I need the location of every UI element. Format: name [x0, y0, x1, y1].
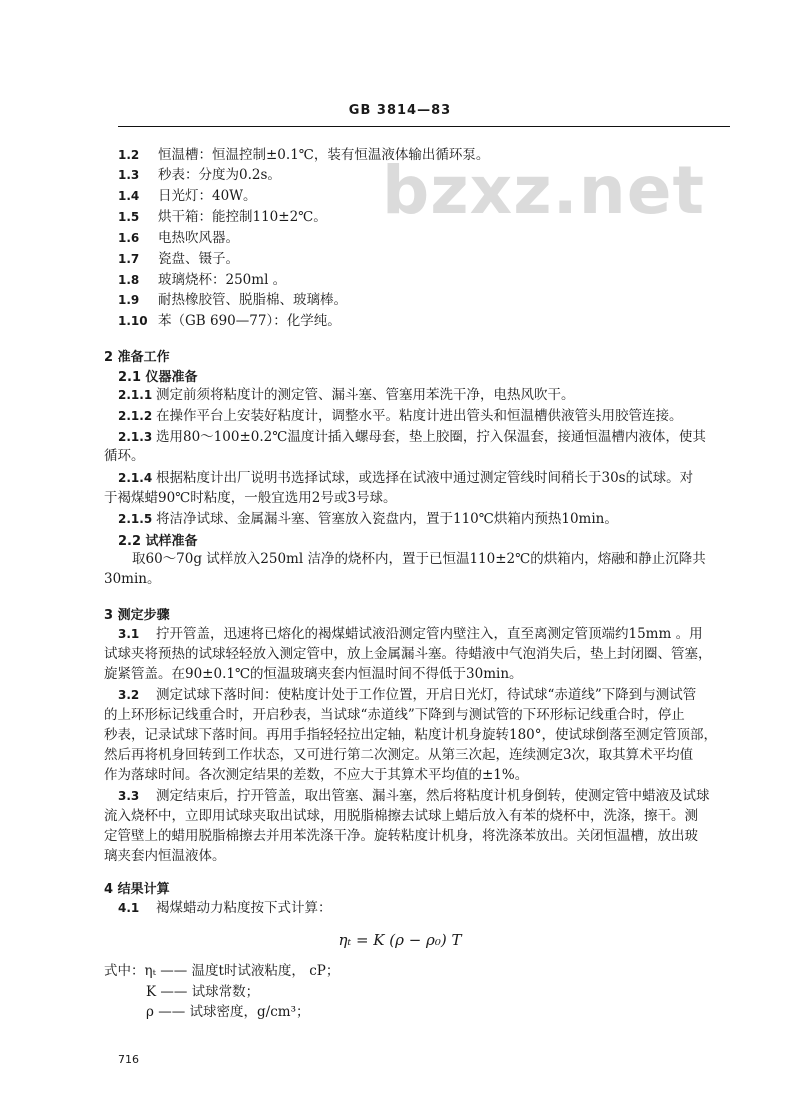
- item-1-7: [118, 250, 239, 268]
- para-2-1-4-cont: 于褐煤蜡90℃时粘度，一般宜选用2号或3号球。: [104, 490, 397, 506]
- para-text: 将洁净试球、金属漏斗塞、管塞放入瓷盘内，置于110℃烘箱内预热10min。: [156, 511, 618, 527]
- para-number: 3.2: [118, 688, 140, 702]
- section-2-2-title: 2.2 试样准备: [118, 534, 198, 549]
- section-4-title: 4 结果计算: [104, 882, 170, 897]
- header-rule: [118, 126, 730, 127]
- section-2-1-title: 2.1 仪器准备: [118, 370, 198, 385]
- para-text: 选用80～100±0.2℃温度计插入螺母套，垫上胶圈，拧入保温套，接通恒温槽内液体，使其: [156, 429, 706, 445]
- para-3-1-line2: 试球夹将预热的试球轻轻放入测定管中，放上金属漏斗塞。待蜡液中气泡消失后，垫上封闭圈、管塞，: [104, 646, 712, 662]
- watermark: bzxz.net: [382, 152, 706, 229]
- item-number: 1.7: [118, 252, 140, 266]
- item-1-10: [118, 312, 341, 330]
- section-2-title: 2 准备工作: [104, 350, 170, 365]
- formula-where-2: K —— 试球常数；: [146, 984, 260, 1000]
- item-number: 1.10: [118, 314, 148, 328]
- para-text: 褐煤蜡动力粘度按下式计算：: [156, 900, 332, 916]
- item-text: 秒表：分度为0.2s。: [158, 167, 281, 183]
- para-number: 2.1.4: [118, 471, 153, 485]
- para-3-2-line4: 然后再将机身回转到工作状态，又可进行第二次测定。从第三次起，连续测定3次，取其算术平均值: [104, 747, 694, 763]
- item-number: 1.8: [118, 273, 140, 287]
- para-2-1-4: [118, 469, 693, 487]
- para-3-2-line3: 秒表，记录试球下落时间。再用手指轻轻拉出定轴，粘度计机身旋转180°，使试球倒落至测定管顶部，: [104, 727, 718, 743]
- para-3-3: [118, 787, 710, 805]
- para-text: 测定结束后，拧开管盖，取出管塞、漏斗塞，然后将粘度计机身倒转，使测定管中蜡液及试球: [156, 788, 710, 804]
- para-number: 4.1: [118, 901, 140, 915]
- para-number: 3.1: [118, 627, 140, 641]
- para-text: 在操作平台上安装好粘度计，调整水平。粘度计进出管头和恒温槽供液管头用胶管连接。: [156, 408, 683, 424]
- para-2-2: 取60～70g 试样放入250ml 洁净的烧杯内，置于已恒温110±2℃的烘箱内，熔融和静止沉降共: [132, 551, 706, 567]
- para-2-1-3: [118, 428, 706, 446]
- item-1-4: [118, 187, 257, 205]
- item-text: 玻璃烧杯：250ml 。: [158, 272, 287, 288]
- para-4-1: [118, 899, 332, 917]
- para-2-1-1: [118, 386, 575, 404]
- item-text: 耐热橡胶管、脱脂棉、玻璃棒。: [158, 292, 347, 308]
- para-number: 2.1.5: [118, 512, 153, 526]
- item-number: 1.6: [118, 231, 140, 245]
- item-text: 苯（GB 690—77）：化学纯。: [158, 313, 341, 329]
- item-text: 日光灯：40W。: [158, 188, 257, 204]
- para-2-1-5: [118, 510, 618, 528]
- item-1-3: [118, 166, 281, 184]
- para-2-2-cont: 30min。: [104, 571, 161, 587]
- item-text: 瓷盘、镊子。: [158, 251, 239, 267]
- para-text: 拧开管盖，迅速将已熔化的褐煤蜡试液沿测定管内壁注入，直至离测定管顶端约15mm 。用: [156, 626, 703, 642]
- item-text: 电热吹风器。: [158, 230, 239, 246]
- item-number: 1.2: [118, 148, 140, 162]
- page-number: 716: [118, 1053, 139, 1066]
- para-3-1: [118, 625, 703, 643]
- formula-where-1: 式中：ηₜ —— 温度t时试液粘度， cP；: [104, 963, 340, 979]
- item-number: 1.9: [118, 293, 140, 307]
- para-3-3-line4: 璃夹套内恒温液体。: [104, 848, 226, 864]
- para-number: 3.3: [118, 789, 140, 803]
- formula-where-3: ρ —— 试球密度，g/cm³；: [146, 1004, 310, 1020]
- para-3-3-line2: 流入烧杯中，立即用试球夹取出试球，用脱脂棉擦去试球上蜡后放入有苯的烧杯中，洗涤，擦干。测: [104, 808, 698, 824]
- para-2-1-3-cont: 循环。: [104, 448, 145, 464]
- para-3-2-line2: 的上环形标记线重合时，开启秒表，当试球“赤道线”下降到与测试管的下环形标记线重合时，停止: [104, 707, 685, 723]
- item-text: 恒温槽：恒温控制±0.1℃，装有恒温液体输出循环泵。: [158, 147, 490, 163]
- para-3-2-line5: 作为落球时间。各次测定结果的差数，不应大于其算术平均值的±1%。: [104, 767, 529, 783]
- para-2-1-2: [118, 407, 683, 425]
- item-1-2: [118, 146, 489, 164]
- para-3-1-line3: 旋紧管盖。在90±0.1℃的恒温玻璃夹套内恒温时间不得低于30min。: [104, 666, 523, 682]
- para-text: 测定试球下落时间：使粘度计处于工作位置，开启日光灯，待试球“赤道线”下降到与测试管: [156, 687, 697, 703]
- item-text: 烘干箱：能控制110±2℃。: [158, 209, 327, 225]
- item-1-6: [118, 229, 239, 247]
- para-number: 2.1.3: [118, 430, 153, 444]
- item-number: 1.4: [118, 189, 140, 203]
- para-text: 根据粘度计出厂说明书选择试球，或选择在试液中通过测定管线时间稍长于30s的试球。对: [156, 470, 694, 486]
- page-header: GB 3814—83: [348, 103, 452, 118]
- section-3-title: 3 测定步骤: [104, 608, 170, 623]
- item-number: 1.3: [118, 168, 140, 182]
- para-3-2: [118, 686, 696, 704]
- item-1-9: [118, 291, 347, 309]
- para-number: 2.1.2: [118, 409, 153, 423]
- item-number: 1.5: [118, 210, 140, 224]
- item-1-8: [118, 271, 286, 289]
- viscosity-formula: ηₜ = K (ρ − ρ₀) T: [338, 931, 462, 949]
- para-text: 测定前须将粘度计的测定管、漏斗塞、管塞用苯洗干净，电热风吹干。: [156, 387, 575, 403]
- item-1-5: [118, 208, 327, 226]
- para-3-3-line3: 定管壁上的蜡用脱脂棉擦去并用苯洗涤干净。旋转粘度计机身，将洗涤苯放出。关闭恒温槽，放出玻: [104, 828, 698, 844]
- para-number: 2.1.1: [118, 388, 153, 402]
